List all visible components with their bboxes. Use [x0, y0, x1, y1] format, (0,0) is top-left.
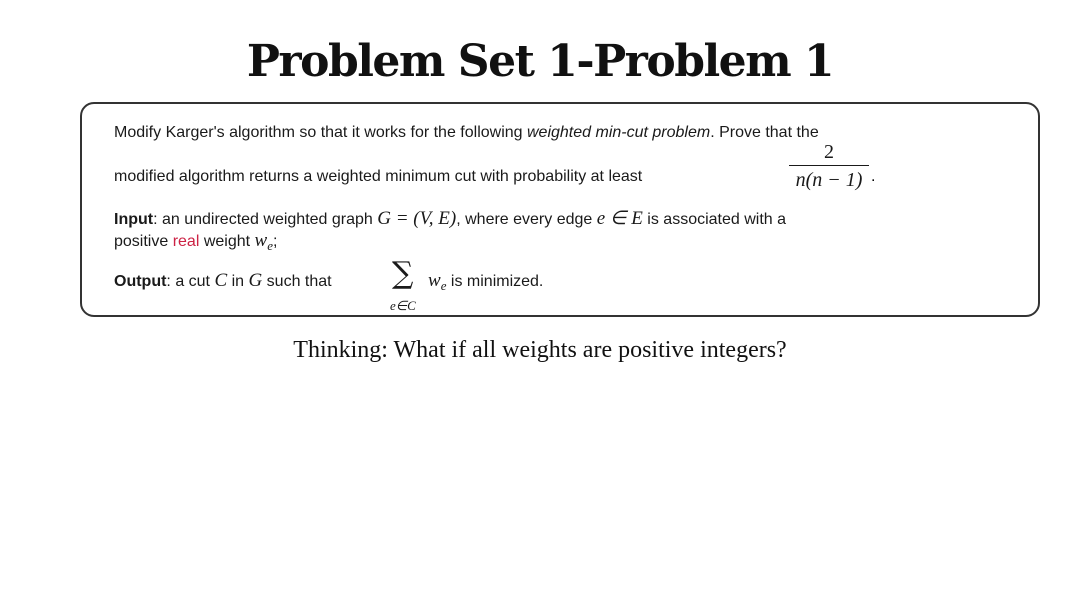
problem-line-1: [114, 123, 819, 142]
slide-title: Problem Set 1-Problem 1: [246, 36, 834, 87]
thinking-prompt: Thinking: What if all weights are positive integers?: [293, 337, 787, 363]
input-line-2: [114, 230, 277, 254]
math-subscript: e: [440, 278, 447, 294]
math-weight: w: [254, 230, 268, 251]
text: Modify Karger's algorithm so that it works for the following: [114, 124, 527, 141]
summation-subscript: e∈C: [390, 298, 416, 313]
fraction-numerator: 2: [824, 141, 834, 163]
probability-fraction: [789, 141, 869, 191]
text: modified algorithm returns a weighted minimum cut with probability at least: [114, 168, 643, 185]
math-cut: C: [214, 270, 228, 291]
emphasis-text: weighted min-cut problem: [527, 124, 711, 141]
text: : an undirected weighted graph: [153, 211, 378, 228]
output-label: Output: [114, 273, 167, 290]
highlight-real: real: [172, 233, 200, 250]
text: positive: [114, 233, 173, 250]
text: , where every edge: [456, 211, 597, 228]
math-graph: G: [248, 270, 263, 291]
text: is associated with a: [642, 211, 787, 228]
output-line-tail: [428, 270, 543, 294]
fraction-denominator: n(n − 1): [795, 169, 863, 191]
text: is minimized.: [446, 273, 544, 290]
problem-statement-box: [80, 102, 1040, 317]
summation-symbol: ∑: [392, 256, 414, 291]
output-line: [114, 270, 332, 293]
fraction-bar: [789, 165, 869, 166]
text: in: [227, 273, 249, 290]
text: : a cut: [166, 273, 215, 290]
text: weight: [199, 233, 255, 250]
math-subscript: e: [267, 238, 273, 254]
problem-line-2: [114, 167, 642, 186]
text: . Prove that the: [710, 124, 819, 141]
input-line: [114, 208, 786, 231]
text: ;: [273, 233, 278, 250]
text: such that: [262, 273, 332, 290]
math-weight: w: [428, 270, 441, 291]
math-graph: G = (V, E): [377, 208, 457, 229]
math-edge: e ∈ E: [596, 208, 643, 229]
period: .: [871, 168, 876, 185]
input-label: Input: [114, 211, 154, 228]
